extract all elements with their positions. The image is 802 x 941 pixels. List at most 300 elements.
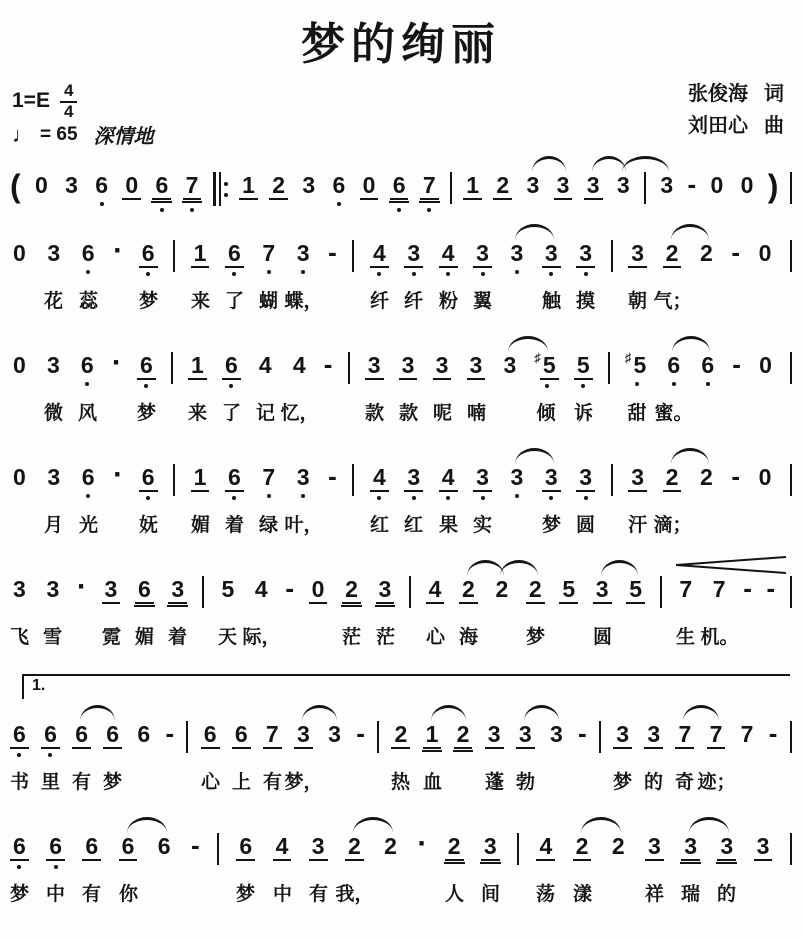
- note: [754, 833, 773, 861]
- barline: [450, 172, 452, 204]
- barline: [352, 464, 354, 496]
- low-octave-dot: [337, 202, 341, 206]
- note-glyph: [345, 833, 364, 861]
- lyric-syllable: 中: [45, 884, 66, 905]
- time-signature-numerator: 4: [60, 82, 77, 103]
- note-number: 3: [526, 172, 540, 198]
- note: [738, 172, 757, 198]
- note: [225, 240, 244, 276]
- lyric-syllable: 媚: [190, 515, 211, 536]
- dash-extension: -: [732, 349, 741, 379]
- note-glyph: [294, 464, 313, 490]
- low-octave-dot: [301, 494, 305, 498]
- low-octave-dot: [584, 272, 588, 276]
- sharp-icon: ♯: [534, 350, 541, 365]
- low-octave-dot: [146, 272, 150, 276]
- lyric-syllable: 纤: [369, 291, 390, 312]
- note-number: 3: [576, 464, 595, 492]
- note-number: 6: [103, 721, 122, 749]
- barline: [171, 352, 173, 384]
- slur: [515, 224, 554, 240]
- note: [404, 240, 423, 276]
- note-number: 2: [384, 833, 397, 859]
- note-number: 3: [47, 464, 61, 490]
- lyric-syllable: 奇: [674, 772, 695, 793]
- note-glyph: [663, 240, 682, 268]
- note: [500, 352, 519, 378]
- slur: [532, 156, 566, 172]
- note: [574, 352, 593, 388]
- lyric-syllable: 荡: [535, 884, 556, 905]
- note-number: 3: [481, 833, 500, 861]
- low-octave-dot: [706, 382, 710, 386]
- lyric-syllable: 梦: [9, 884, 30, 905]
- lyric-syllable: 着: [167, 627, 188, 648]
- note-number: 7: [679, 576, 693, 602]
- low-octave-dot: [160, 208, 164, 212]
- note-number: 3: [613, 721, 632, 749]
- lyric-syllable: 朝: [627, 291, 648, 312]
- note-glyph: [681, 833, 700, 861]
- note-glyph: [628, 464, 647, 492]
- note-glyph: [72, 721, 91, 749]
- notation-row: [10, 458, 792, 500]
- note-glyph: [10, 240, 29, 266]
- note-glyph: [738, 721, 757, 747]
- note-glyph: [119, 833, 138, 861]
- note: [135, 576, 154, 604]
- note-number: 7: [740, 721, 754, 747]
- dash-extension: -: [356, 718, 365, 748]
- slur: [683, 705, 719, 721]
- barline: [790, 721, 792, 753]
- note: [536, 833, 555, 861]
- slur: [592, 156, 626, 172]
- parenthesis: ): [767, 168, 779, 204]
- note: [756, 240, 775, 266]
- lyric-syllable: 中: [272, 884, 293, 905]
- note: [191, 464, 210, 492]
- music-line: [10, 813, 792, 921]
- lyric-syllable: 光: [78, 515, 99, 536]
- note-number: 2: [495, 576, 509, 602]
- note-glyph: [236, 833, 255, 861]
- note-glyph: [445, 833, 464, 861]
- low-octave-dot: [481, 272, 485, 276]
- note: [542, 240, 561, 276]
- note: [710, 576, 729, 602]
- note-number: 3: [628, 464, 647, 492]
- note: [139, 464, 158, 500]
- note-number: 3: [628, 240, 647, 268]
- note-number: 2: [391, 721, 410, 749]
- low-octave-dot: [427, 208, 431, 212]
- lyric-syllable: 绿: [258, 515, 279, 536]
- note-number: 3: [717, 833, 736, 861]
- note-number: 4: [439, 464, 458, 492]
- note-glyph: [439, 464, 458, 492]
- note-glyph: [218, 576, 237, 602]
- tempo-marking: [12, 120, 154, 149]
- note: [664, 352, 683, 386]
- note: [628, 464, 647, 492]
- music-line: [10, 444, 792, 552]
- repeat-dot: [224, 193, 228, 197]
- dash-extension: -: [766, 573, 776, 603]
- barline: [790, 464, 792, 496]
- lyric-syllable: 霓: [101, 627, 122, 648]
- note-glyph: [584, 172, 603, 200]
- note-glyph: [473, 240, 492, 268]
- note: [79, 464, 98, 498]
- note-glyph: [399, 352, 418, 380]
- note-glyph: [698, 352, 717, 378]
- note: [119, 833, 138, 861]
- lyric-syllable: 叶，: [284, 515, 323, 536]
- note-number: 7: [707, 721, 726, 749]
- note-number: 3: [404, 464, 423, 492]
- lyric-syllable: 圆: [592, 627, 613, 648]
- note: [391, 721, 410, 749]
- lyric-syllable: 机。: [700, 627, 739, 648]
- lyric-syllable: 间: [480, 884, 501, 905]
- note: [222, 352, 241, 388]
- note-glyph: [32, 172, 51, 198]
- note-number: 3: [554, 172, 573, 200]
- lyric-syllable: 了: [224, 291, 245, 312]
- repeat-thick-bar: [213, 172, 216, 206]
- note: [485, 721, 504, 749]
- note-number: 0: [758, 464, 772, 490]
- note: [82, 833, 101, 861]
- note-glyph: [201, 721, 220, 749]
- lyric-syllable: 梦: [541, 515, 562, 536]
- note-glyph: [697, 464, 716, 490]
- lyric-syllable: 气；: [653, 291, 692, 312]
- notation-row: [10, 718, 792, 757]
- note: [481, 833, 500, 861]
- note-glyph: [139, 464, 158, 492]
- note: [459, 576, 478, 604]
- note-number: 3: [294, 721, 313, 749]
- note-number: 5: [574, 352, 593, 380]
- note: [152, 172, 171, 212]
- note-number: 3: [168, 576, 187, 604]
- note: [698, 352, 717, 386]
- note-glyph: [10, 576, 29, 602]
- note-number: 4: [254, 576, 268, 602]
- note: [463, 172, 482, 200]
- note-number: 6: [201, 721, 220, 749]
- note-glyph: [463, 172, 482, 200]
- lyric-syllable: 花: [43, 291, 64, 312]
- quarter-note-icon: ♩: [12, 121, 34, 147]
- lyric-syllable: 摸: [575, 291, 596, 312]
- note-number: 0: [740, 172, 754, 198]
- note-number: 7: [712, 576, 726, 602]
- low-octave-dot: [54, 865, 58, 869]
- note-number: 3: [660, 172, 674, 198]
- note-glyph: [516, 721, 535, 749]
- lyric-syllable: 微: [43, 403, 64, 424]
- note: [439, 240, 458, 276]
- barline: [790, 240, 792, 272]
- note: [72, 721, 91, 749]
- note-glyph: [183, 172, 202, 200]
- note-number: 6: [236, 833, 255, 861]
- note: [707, 721, 726, 749]
- lyric-syllable: 有: [81, 884, 102, 905]
- lyric-syllable: 血: [422, 772, 443, 793]
- note-number: 6: [10, 721, 29, 749]
- key-time-signature: [12, 82, 77, 121]
- barline: [611, 464, 613, 496]
- barline: [352, 240, 354, 272]
- note-glyph: [273, 833, 292, 861]
- notation-row: [10, 168, 792, 212]
- note: [269, 172, 288, 200]
- crescendo-hairpin: [676, 556, 786, 574]
- note-number: 3: [644, 721, 663, 749]
- note: [681, 833, 700, 861]
- note-glyph: [756, 352, 775, 378]
- note-glyph: [507, 464, 526, 490]
- lyric-syllable: 梦: [102, 772, 123, 793]
- note: [188, 352, 207, 380]
- sharp-icon: ♯: [624, 350, 632, 365]
- note-glyph: [492, 576, 511, 602]
- note: [239, 172, 258, 200]
- repeat-dot: [224, 182, 228, 186]
- note: [707, 172, 726, 198]
- note-glyph: [294, 240, 313, 266]
- note-number: 7: [420, 172, 439, 200]
- note: [390, 172, 409, 212]
- note: [663, 464, 682, 492]
- note-number: 4: [292, 352, 306, 378]
- note-number: 2: [663, 240, 682, 268]
- note-number: 4: [258, 352, 272, 378]
- note-number: 6: [139, 240, 158, 268]
- note-glyph: [542, 464, 561, 492]
- note: [342, 576, 361, 604]
- note-number: 3: [46, 352, 60, 378]
- note-glyph: [252, 576, 271, 602]
- note-number: 0: [710, 172, 724, 198]
- note-number: 4: [426, 576, 445, 604]
- music-area: [0, 152, 802, 921]
- note-glyph: [103, 721, 122, 749]
- lyric-syllable: 粉: [438, 291, 459, 312]
- note-number: 0: [13, 464, 26, 490]
- note-glyph: [542, 240, 561, 268]
- note-glyph: [614, 172, 633, 198]
- note: [381, 833, 400, 859]
- low-octave-dot: [549, 496, 553, 500]
- note-number: 0: [34, 172, 48, 198]
- note-number: 4: [370, 464, 389, 492]
- note-glyph: [644, 721, 663, 749]
- note-glyph: [481, 833, 500, 861]
- lyric-syllable: 诉: [573, 403, 594, 424]
- note-glyph: [191, 464, 210, 492]
- note-number: 4: [439, 240, 458, 268]
- note-glyph: [467, 352, 486, 380]
- note-number: 2: [342, 576, 361, 604]
- note-number: 3: [473, 240, 492, 268]
- note-number: 1: [423, 721, 442, 749]
- lyric-syllable: 忆，: [280, 403, 319, 424]
- note: [445, 833, 464, 861]
- note-glyph: [263, 721, 282, 749]
- lyric-syllable: 蜜。: [654, 403, 693, 424]
- note: [103, 721, 122, 749]
- note-number: 3: [616, 172, 630, 198]
- low-octave-dot: [545, 384, 549, 388]
- note: [46, 833, 65, 869]
- note-glyph: [10, 464, 29, 490]
- note: [365, 352, 384, 380]
- lyricist-credit: [688, 78, 784, 110]
- note-glyph: [500, 352, 519, 378]
- note-number: 6: [72, 721, 91, 749]
- low-octave-dot: [584, 496, 588, 500]
- barline: [173, 240, 175, 272]
- lyric-syllable: 梦: [138, 291, 159, 312]
- note-number: 6: [137, 721, 151, 747]
- note-number: 1: [188, 352, 207, 380]
- note-number: 6: [232, 721, 251, 749]
- note: [191, 240, 210, 268]
- note-number: 3: [399, 352, 418, 380]
- slur: [672, 336, 710, 352]
- note-glyph: [404, 464, 423, 492]
- lyric-syllable: 触: [541, 291, 562, 312]
- music-line: [10, 220, 792, 328]
- lyric-syllable: 蝴: [258, 291, 279, 312]
- lyric-syllable: 有: [71, 772, 92, 793]
- note-number: 3: [510, 240, 524, 266]
- note-number: 3: [549, 721, 563, 747]
- augmentation-dot: ·: [76, 570, 87, 603]
- lyric-syllable: 雪: [42, 627, 63, 648]
- low-octave-dot: [377, 272, 381, 276]
- barline: [217, 833, 219, 865]
- note-glyph: [269, 172, 288, 200]
- note: [294, 721, 313, 749]
- note-glyph: [188, 352, 207, 380]
- note: [697, 464, 716, 490]
- note-number: 6: [157, 833, 171, 859]
- low-octave-dot: [100, 202, 104, 206]
- note-number: 6: [119, 833, 138, 861]
- note-glyph: [232, 721, 251, 749]
- note: [44, 464, 63, 490]
- note-glyph: [559, 576, 578, 604]
- lyric-syllable: 热: [390, 772, 411, 793]
- note: [232, 721, 251, 749]
- lyric-syllable: 倾: [536, 403, 556, 424]
- note-glyph: [536, 833, 555, 861]
- slur: [601, 560, 638, 576]
- note: [697, 240, 716, 266]
- note-number: 6: [41, 721, 60, 749]
- note-number: 7: [183, 172, 202, 200]
- note-glyph: [473, 464, 492, 492]
- dash-extension: -: [731, 237, 740, 267]
- note-number: 6: [152, 172, 171, 200]
- barline: [186, 721, 188, 753]
- note-glyph: [404, 240, 423, 268]
- lyric-syllable: 的: [643, 772, 664, 793]
- note: [10, 352, 29, 378]
- note-number: 0: [13, 240, 26, 266]
- slur: [80, 705, 115, 721]
- lyric-syllable: 心: [200, 772, 221, 793]
- note-number: 3: [503, 352, 517, 378]
- note-glyph: [370, 464, 389, 492]
- note-glyph: [613, 721, 632, 749]
- note-number: 2: [493, 172, 512, 200]
- note-glyph: [134, 721, 153, 747]
- lyric-syllable: 海: [458, 627, 479, 648]
- note: [155, 833, 174, 859]
- barline: [790, 352, 792, 384]
- note: [137, 352, 156, 388]
- credits: [688, 78, 784, 142]
- note: [547, 721, 566, 747]
- header: [12, 78, 786, 152]
- note-glyph: [664, 352, 683, 378]
- note: [290, 352, 309, 378]
- dash-extension: -: [578, 718, 587, 748]
- note-glyph: [41, 721, 60, 749]
- barline: [644, 172, 646, 204]
- lyric-syllable: 心: [425, 627, 446, 648]
- note: [404, 464, 423, 500]
- note-number: 7: [262, 240, 276, 266]
- repeat-dots: [224, 172, 228, 206]
- note-number: 6: [80, 352, 94, 378]
- note-glyph: [139, 240, 158, 268]
- slur: [500, 560, 538, 576]
- note-glyph: [675, 721, 694, 749]
- note-glyph: [10, 352, 29, 378]
- note-number: 2: [454, 721, 473, 749]
- note-number: 3: [302, 172, 316, 198]
- composer-role: 曲: [764, 115, 784, 137]
- note: [526, 576, 545, 604]
- note: [524, 172, 543, 198]
- augmentation-dot: ·: [113, 458, 124, 491]
- low-octave-dot: [635, 382, 639, 386]
- note: [516, 721, 535, 749]
- low-octave-dot: [446, 272, 450, 276]
- note-glyph: [360, 172, 379, 200]
- note-number: 2: [445, 833, 464, 861]
- slur: [508, 336, 549, 352]
- note-glyph: [754, 833, 773, 861]
- low-octave-dot: [190, 208, 194, 212]
- lyric-syllable: 人: [444, 884, 465, 905]
- low-octave-dot: [481, 496, 485, 500]
- note-number: 0: [309, 576, 328, 604]
- dash-extension: -: [687, 169, 697, 199]
- note-number: 6: [222, 352, 241, 380]
- note: [507, 464, 526, 498]
- low-octave-dot: [229, 384, 233, 388]
- note-number: 3: [542, 464, 561, 492]
